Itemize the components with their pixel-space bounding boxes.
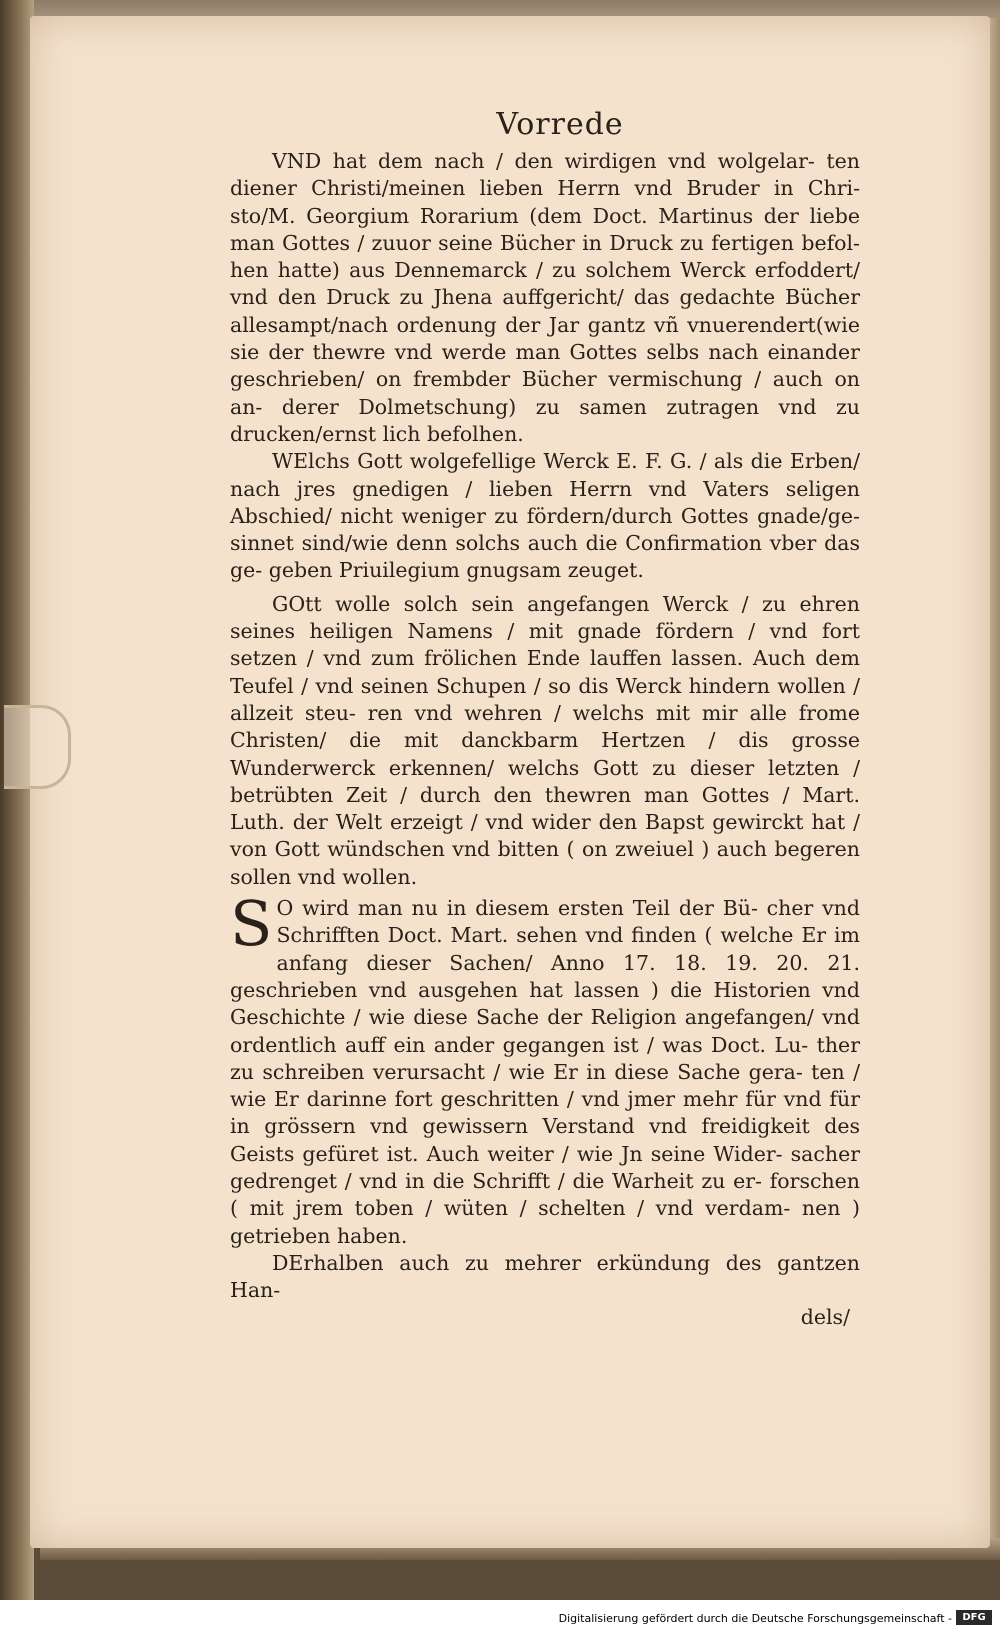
catchword: dels/ — [800, 1305, 850, 1330]
paragraph-text: O wird man nu in diesem ersten Teil der Bü- cher vnd Schrifften Doct. Mart. sehen vnd finden ( welche Er im anfang dieser Sachen/ Anno 17. 18. 19. 20. 21. geschrieben vnd ausgehen hat lassen ) die Historien vnd Geschichte / wie diese Sache der Religion angefangen/ vnd ordentlich auff ein ander gegangen ist / was Doct. Lu- ther zu schreiben verursacht / wie Er in diese Sache gera- ten / wie Er darinne fort geschritten / vnd jmer mehr für vnd für in grössern vnd gewissern Verstand vnd freidigkeit des Geists gefüret ist. Auch weiter / wie Jn seine Wider- sacher gedrenget / vnd in die Schrifft / die Warheit zu er- forschen ( mit jrem toben / wüten / schelten / vnd verdam- nen ) getrieben haben. — [230, 896, 860, 1248]
paragraph-3 — [230, 591, 860, 891]
book-board-left — [0, 0, 34, 1600]
footer-credit: Digitalisierung gefördert durch die Deutsche Forschungsgemeinschaft - — [558, 1612, 952, 1625]
paragraph-2 — [230, 448, 860, 584]
paragraph-text: WElchs Gott wolgefellige Werck E. F. G. / als die Erben/ nach jres gnedigen / lieben Herrn vnd Vaters seligen Abschied/ nicht weniger zu fördern/durch Gottes gnade/ge- sinnet sind/wie denn solchs auch die Confirmation vber das ge- geben Priuilegium gnugsam zeuget. — [230, 449, 860, 583]
paragraph-1 — [230, 148, 860, 448]
paragraph-5 — [230, 1250, 860, 1305]
dfg-logo: DFG — [956, 1610, 992, 1625]
page-text — [230, 108, 860, 1332]
paragraph-text: VND hat dem nach / den wirdigen vnd wolgelar- ten diener Christi/meinen lieben Herrn vnd Bruder in Chri- sto/M. Georgium Rorarium (dem Doct. Martinus der liebe man Gottes / zuuor seine Bücher in Druck zu fertigen befol- hen hatte) aus Dennemarck / zu solchem Werck erfoddert/ vnd den Druck zu Jhena auffgericht/ das gedachte Bücher allesampt/nach ordenung der Jar gantz vñ vnuerendert(wie sie der thewre vnd werde man Gottes selbs nach einander geschrieben/ on frembder Bücher vermischung / auch on an- derer Dolmetschung) zu samen zutragen vnd zu drucken/ernst lich befolhen. — [230, 149, 860, 446]
page-clip — [4, 705, 71, 789]
footer-bar — [0, 1600, 1000, 1635]
page-heading: Vorrede — [496, 107, 624, 142]
paragraph-text: GOtt wolle solch sein angefangen Werck / zu ehren seines heiligen Namens / mit gnade fördern / vnd fort setzen / vnd zum frölichen Ende lauffen lassen. Auch dem Teufel / vnd seinen Schupen / so dis Werck hindern wollen / allzeit steu- ren vnd wehren / welchs mit mir alle frome Christen/ die mit danckbarm Hertzen / dis grosse Wunderwerck erkennen/ welchs Gott zu dieser letzten / betrübten Zeit / durch den thewren man Gottes / Mart. Luth. der Welt erzeigt / vnd wider den Bapst gewirckt hat / von Gott wündschen vnd bitten ( on zweiuel ) auch begeren sollen vnd wollen. — [230, 591, 860, 889]
paragraph-text: DErhalben auch zu mehrer erkündung des gantzen Han- — [230, 1250, 860, 1303]
drop-capital: S — [230, 887, 273, 961]
paragraph-4 — [230, 887, 860, 1250]
